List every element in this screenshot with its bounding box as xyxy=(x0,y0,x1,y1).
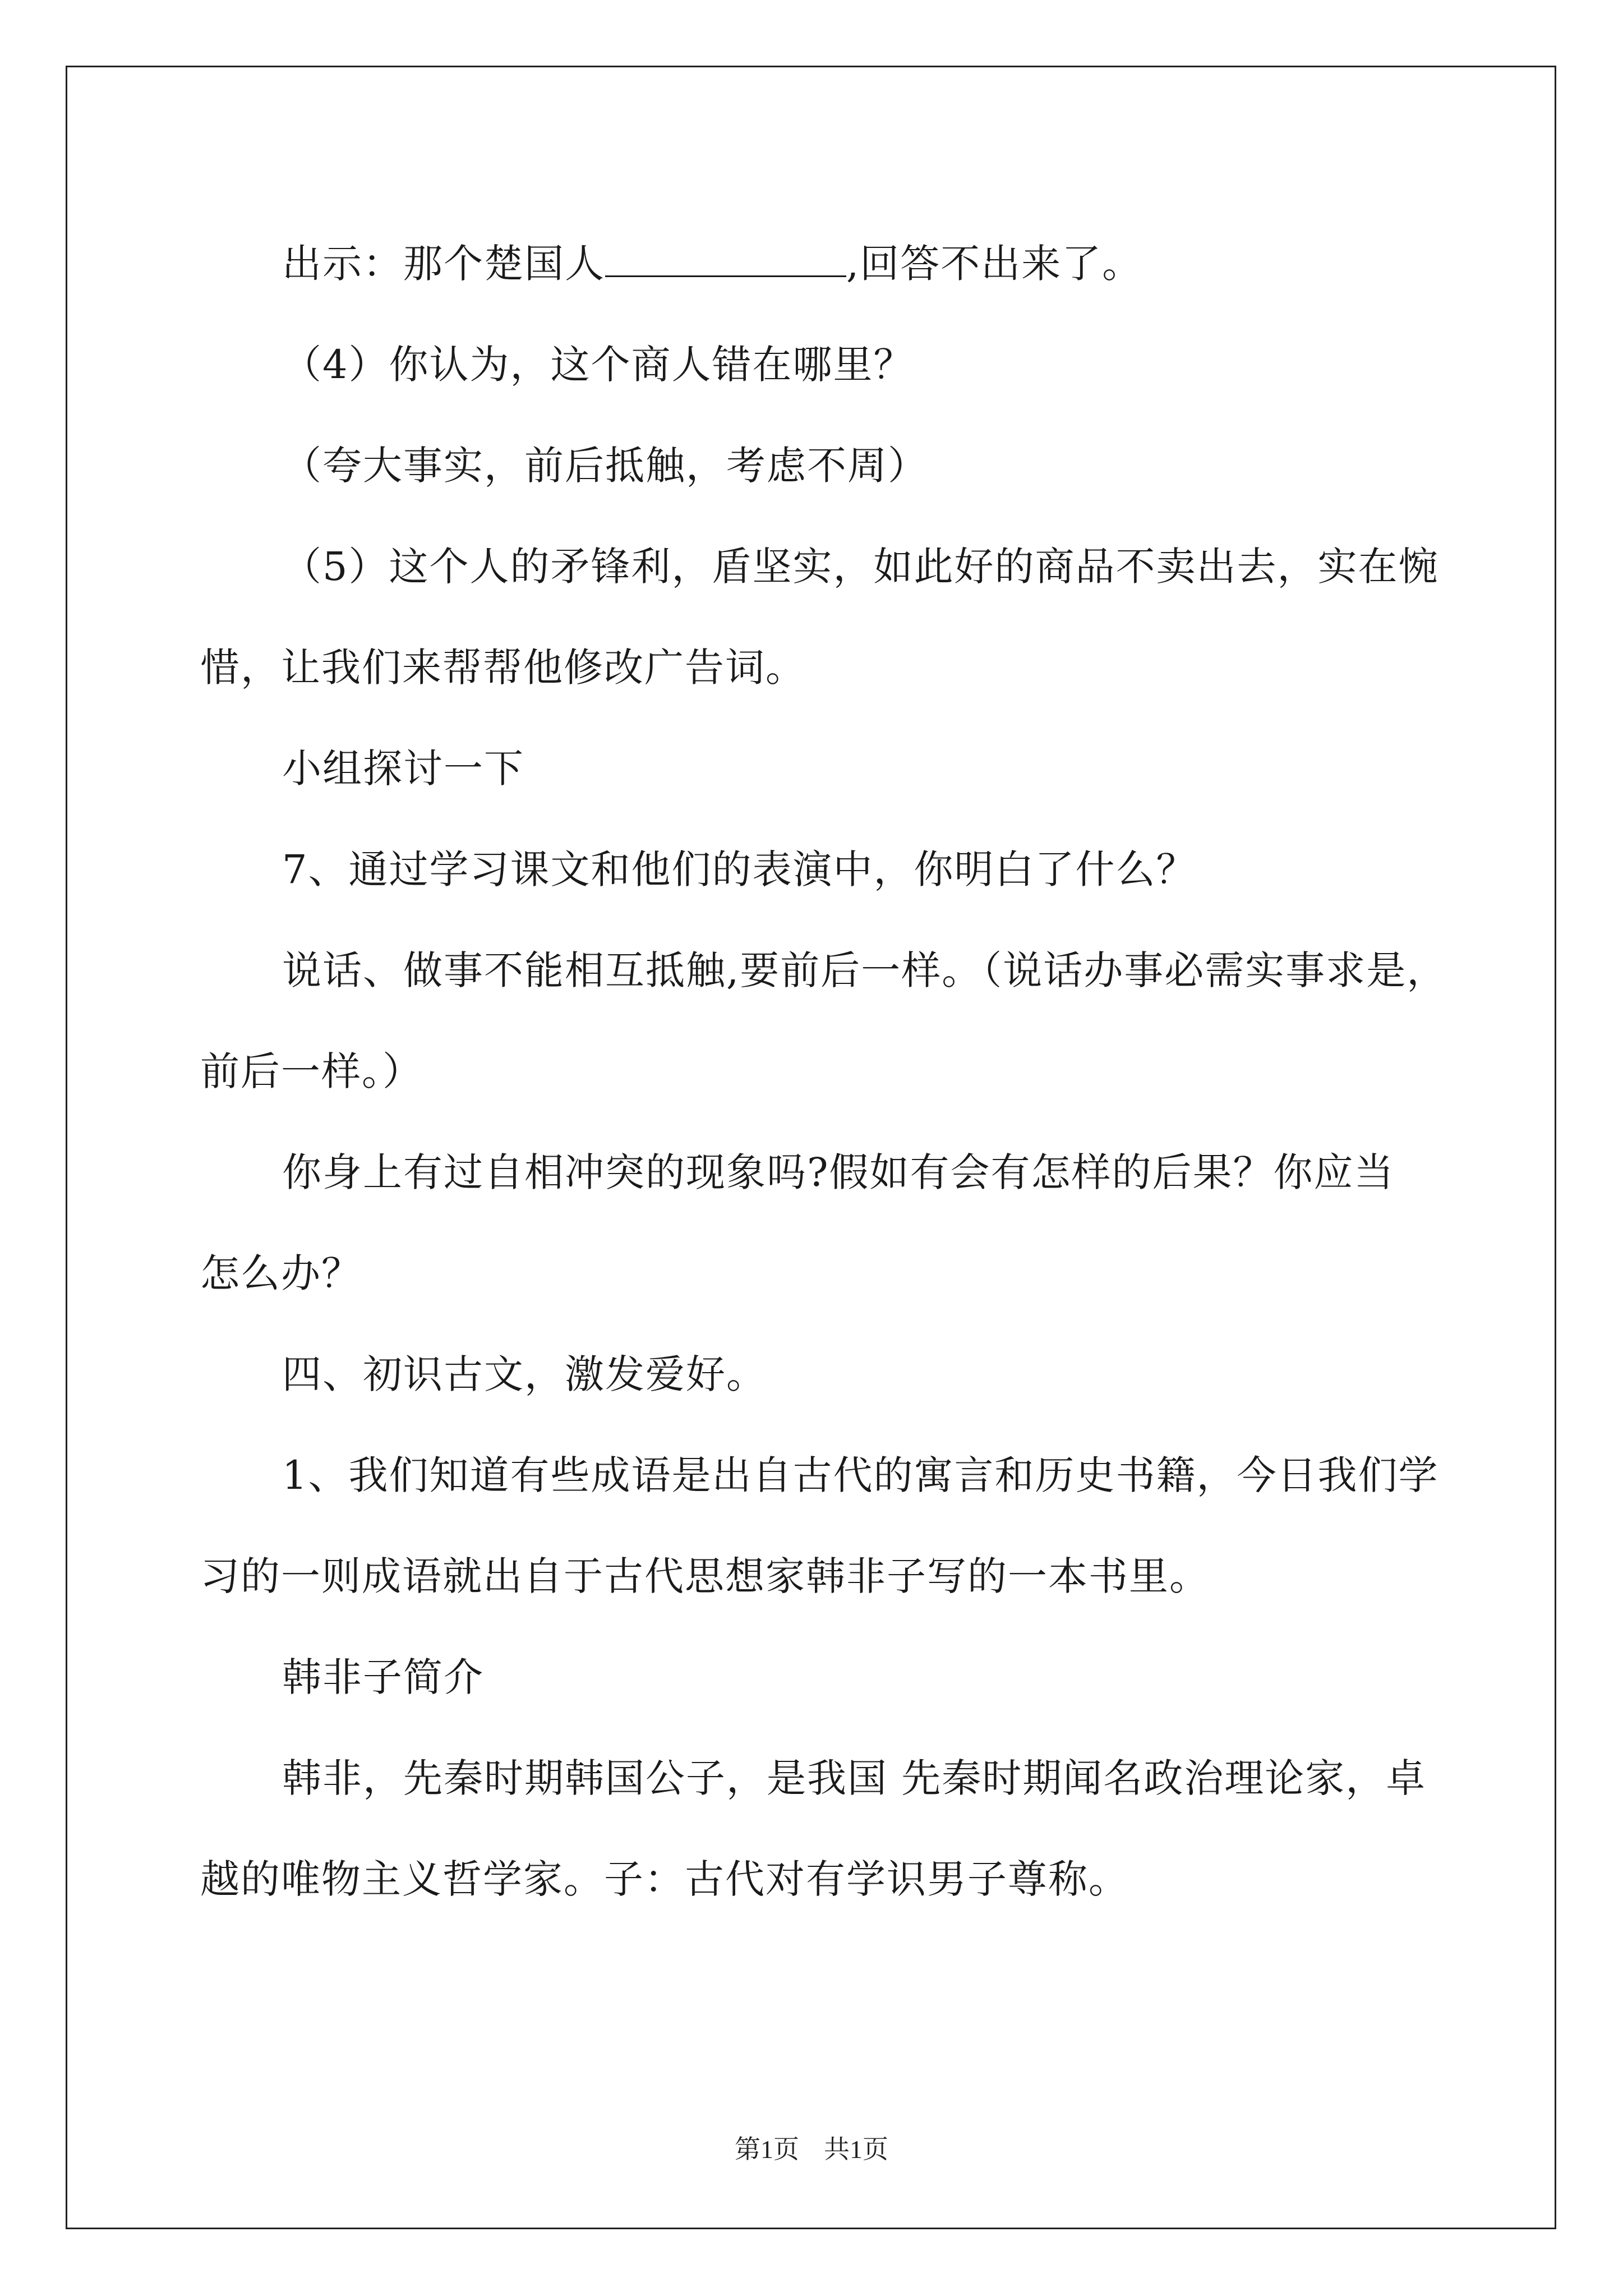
paragraph-item-1-line-1: 1、我们知道有些成语是出自古代的寓言和历史书籍，今日我们学 xyxy=(282,1452,1439,1498)
fill-blank-prefix: 出示：那个楚国人 xyxy=(282,241,605,287)
paragraph-hanfei-line-1: 韩非，先秦时期韩国公子，是我国 先秦时期闻名政治理论家，卓 xyxy=(282,1755,1427,1801)
paragraph-question-5-line-1: （5）这个人的矛锋利，盾坚实，如此好的商品不卖出去，实在惋 xyxy=(282,544,1439,590)
fill-blank-suffix: ,回答不出来了。 xyxy=(846,241,1143,287)
paragraph-fill-blank xyxy=(200,213,1434,314)
paragraph-question-4: （4）你认为，这个商人错在哪里？ xyxy=(282,342,914,388)
paragraph-question-5-line-2: 惜，让我们来帮帮他修改广告词。 xyxy=(200,645,806,691)
paragraph-reflection-line-2: 怎么办？ xyxy=(200,1250,362,1296)
answer-blank xyxy=(605,243,846,277)
paragraph-hanfei-line-2: 越的唯物主义哲学家。子：古代对有学识男子尊称。 xyxy=(200,1856,1129,1902)
paragraph-hanfeizi-heading: 韩非子简介 xyxy=(282,1654,484,1700)
document-body xyxy=(200,213,1447,1930)
paragraph-group-discussion: 小组探讨一下 xyxy=(282,746,524,792)
paragraph-answer-4: （夸大事实，前后抵触，考虑不周） xyxy=(282,443,928,489)
section-heading-4: 四、初识古文，激发爱好。 xyxy=(282,1351,767,1397)
paragraph-lesson-line-2: 前后一样。） xyxy=(200,1048,423,1094)
page-number: 第1页 xyxy=(735,2135,799,2164)
paragraph-lesson-line-1: 说话、做事不能相互抵触,要前后一样。（说话办事必需实事求是， xyxy=(282,947,1447,993)
paragraph-item-1-line-2: 习的一则成语就出自于古代思想家韩非子写的一本书里。 xyxy=(200,1553,1210,1599)
paragraph-reflection-line-1: 你身上有过自相冲突的现象吗?假如有会有怎样的后果？你应当 xyxy=(282,1149,1395,1195)
paragraph-item-7: 7、通过学习课文和他们的表演中，你明白了什么？ xyxy=(282,846,1197,892)
page-footer xyxy=(0,2129,1623,2166)
page-total: 共1页 xyxy=(824,2135,888,2164)
